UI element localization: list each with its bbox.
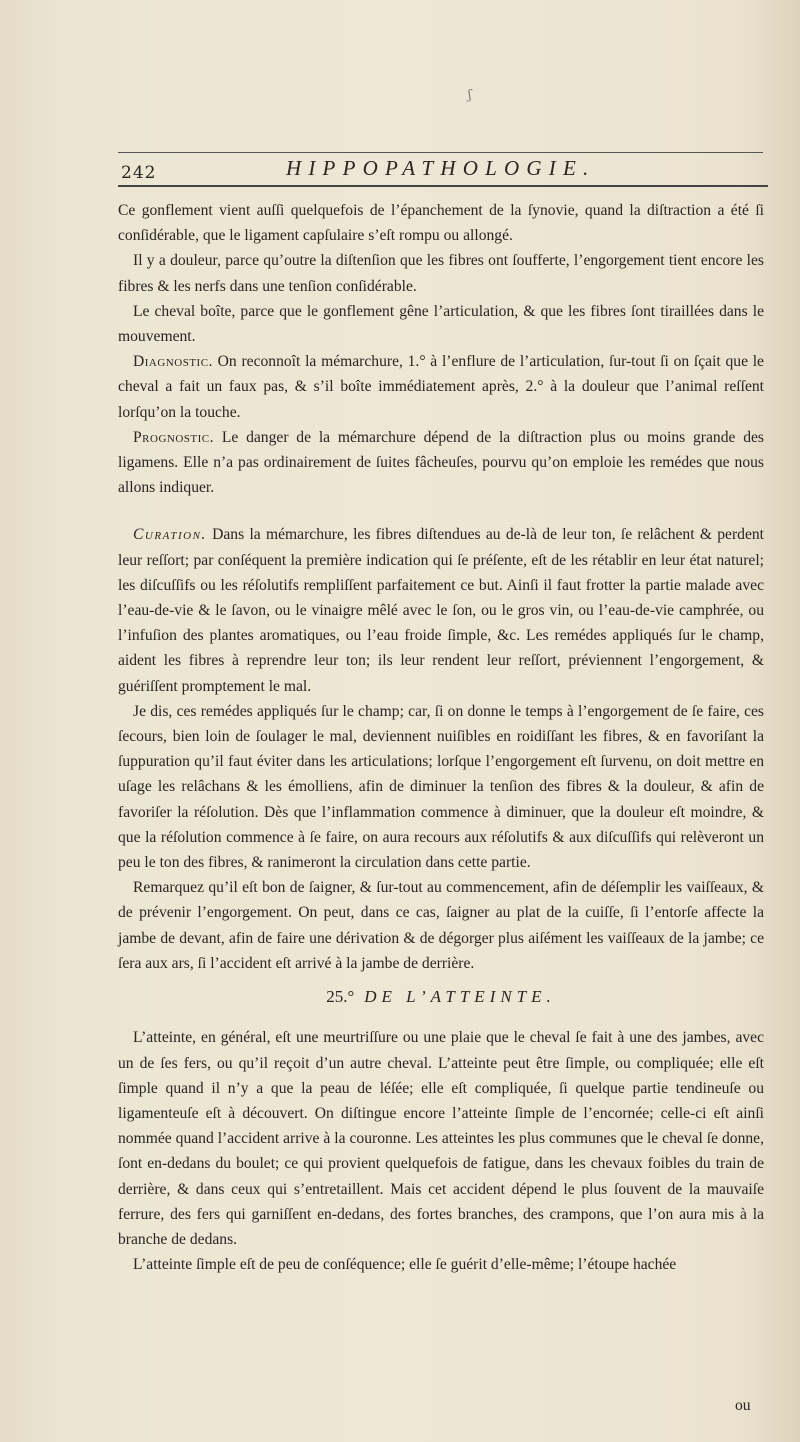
curation-label: Curation. [133, 526, 207, 544]
spacer [118, 500, 764, 522]
paragraph: Je dis, ces remédes appliqués ſur le champ; car, ſi on donne le temps à l’engorgement de ſe faire, ces ſecours, bien loin de ſoulager le mal, deviennent nuiſibles en roidiſſant les fibres, & en favoriſant la ſuppuration qu’il faut éviter dans les articulations; lorſque l’engorgement eſt ſurvenu, on doit mettre en uſage les relâchans & les émolliens, afin de diminuer la tenſion des fibres & la douleur, & afin de favoriſer la réſolution. Dès que l’inflammation commence à diminuer, que la douleur eſt moindre, & que la réſolution commence à ſe faire, on aura recours aux réſolutifs & aux diſcuſſifs qui relèveront un peu le ton des fibres, & ranimeront la circulation dans cette partie. [118, 702, 764, 872]
running-head: HIPPOPATHOLOGIE. [286, 156, 596, 180]
curation-text: Dans la mémarchure, les fibres diſtendues au de-là de leur ton, ſe relâchent & perdent leur reſſort; par conſéquent la première indication qui ſe préſente, eſt de les rétablir en leur état naturel; les diſcuſſifs ou les réſolutifs rempliſſent parfaitement ce but. Ainſi il faut frotter la partie malade avec l’eau-de-vie & le ſavon, ou le vinaigre mêlé avec le ſon, ou le gros vin, ou l’eau-de-vie camphrée, ou l’infuſion des plantes aromatiques, ou l’eau froide ſimple, &c. Les remédes appliqués ſur le champ, aident les fibres à reprendre leur ton; ils leur rendent leur reſſort, préviennent l’engorgement, & guériſſent promptement le mal. [118, 526, 764, 695]
diagnostic-paragraph [118, 349, 764, 425]
section-heading [118, 984, 764, 1009]
paragraph: Ce gonflement vient auſſi quelquefois de l’épanchement de la ſynovie, quand la diſtraction a été ſi conſidérable, que le ligament capſulaire s’eſt rompu ou allongé. [118, 202, 764, 245]
diagnostic-label: Diagnostic. [133, 353, 213, 371]
header-rule-top [118, 152, 763, 153]
prognostic-paragraph [118, 425, 764, 501]
page-number: 242 [121, 163, 157, 183]
section-number: 25.° [326, 987, 355, 1007]
paragraph: Il y a douleur, parce qu’outre la diſtenſion que les fibres ont ſoufferte, l’engorgement tient encore les fibres & les nerfs dans une tenſion conſidérable. [118, 252, 764, 295]
section-title: DE L’ATTEINTE. [364, 987, 556, 1007]
prognostic-label: Prognostic. [133, 428, 215, 446]
diagnostic-text: On reconnoît la mémarchure, 1.° à l’enflure de l’articulation, ſur-tout ſi on ſçait que le cheval a fait un faux pas, & s’il boîte immédiatement après, 2.° à la douleur que l’animal reſſent lorſqu’on la touche. [118, 353, 764, 421]
paragraph: L’atteinte ſimple eſt de peu de conſéquence; elle ſe guérit d’elle-même; l’étoupe hachée [133, 1256, 677, 1274]
paragraph: L’atteinte, en général, eſt une meurtriſſure ou une plaie que le cheval ſe fait à une des jambes, avec un de ſes fers, ou qu’il reçoit d’un autre cheval. L’atteinte peut être ſimple, ou compliquée; elle eſt ſimple quand il n’y a que la peau de léſée; elle eſt compliquée, ſi quelque partie tendineuſe ou ligamenteuſe eſt à découvert. On diſtingue encore l’atteinte ſimple de l’encornée; celle-ci eſt ainſi nommée quand l’accident arrive à la couronne. Les atteintes les plus communes que le cheval ſe donne, ſont en-dedans du boulet; ce qui provient quelquefois de fatigue, dans les chevaux foibles du train de derrière, & dans ceux qui s’entretaillent. Mais cet accident dépend le plus ſouvent de la mauvaiſe ferrure, des fers qui garniſſent en-dedans, des fortes branches, des crampons, que l’on aura mis à la branche de dedans. [118, 1029, 764, 1248]
catchword: ou [735, 1397, 751, 1414]
curation-paragraph [118, 522, 764, 698]
ink-mark: ʃ [468, 88, 472, 103]
paragraph: Remarquez qu’il eſt bon de ſaigner, & ſur-tout au commencement, afin de déſemplir les vaiſſeaux, & de prévenir l’engorgement. On peut, dans ce cas, ſaigner au plat de la cuiſſe, ſi l’entorſe affecte la jambe de devant, afin de faire une dérivation & de dégorger plus aiſément les vaiſſeaux de la jambe; ce ſera aux ars, ſi l’accident eſt arrivé à la jambe de derrière. [118, 879, 764, 972]
prognostic-text: Le danger de la mémarchure dépend de la diſtraction plus ou moins grande des ligamens. Elle n’a pas ordinairement de ſuites fâcheuſes, pourvu qu’on emploie les remédes que nous allons indiquer. [118, 428, 764, 497]
header-rule-bottom [118, 185, 768, 187]
paragraph: Le cheval boîte, parce que le gonflement gêne l’articulation, & que les fibres ſont tiraillées dans le mouvement. [118, 302, 764, 346]
page-body [118, 198, 764, 1277]
